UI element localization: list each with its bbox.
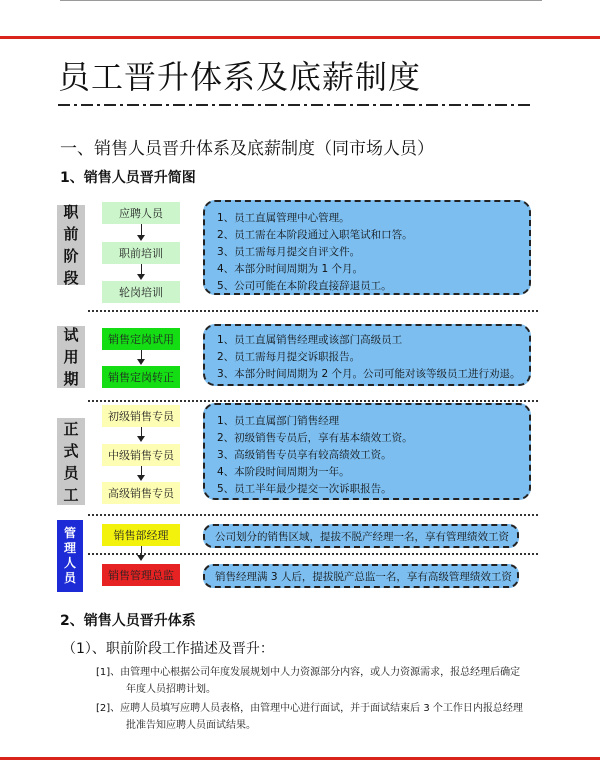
document-title: 员工晋升体系及底薪制度	[58, 58, 422, 96]
top-rule	[60, 0, 542, 1]
header-red-rule	[0, 36, 600, 39]
subheading-promotion-system: 2、销售人员晋升体系	[60, 613, 196, 629]
arrow-down-icon	[137, 359, 145, 365]
stage-divider	[88, 310, 538, 312]
stage-label-formal-employee: 正 式 员 工	[57, 418, 85, 505]
arrow-down-icon	[137, 274, 145, 280]
paragraph-2-line-1: [2]、应聘人员填写应聘人员表格，由管理中心进行面试，并于面试结束后 3 个工作日内报总经理	[96, 703, 523, 714]
stage-label-pre-employment: 职 前 阶 段	[57, 205, 85, 285]
stage-divider	[88, 400, 538, 402]
step-confirmed-position: 销售定岗转正	[102, 366, 180, 388]
arrow-down-icon	[137, 475, 145, 481]
arrow-down-icon	[137, 436, 145, 442]
note-box-formal-employee: 1、员工直属部门销售经理 2、初级销售专员后，享有基本绩效工资。 3、高级销售专员享有较高绩效工资。 4、本阶段时间周期为一年。 5、员工半年最少提交一次诉职报告。	[203, 403, 531, 500]
connector	[141, 224, 142, 235]
arrow-down-icon	[137, 235, 145, 241]
stage-divider	[88, 553, 538, 555]
note-box-sales-manager: 公司划分的销售区域，提拔不脱产经理一名，享有管理绩效工资	[203, 524, 519, 548]
step-sales-director: 销售管理总监	[102, 564, 180, 586]
step-trial-position: 销售定岗试用	[102, 328, 180, 350]
stage-label-probation: 试 用 期	[57, 326, 85, 388]
section-heading-1: 一、销售人员晋升体系及底薪制度（同市场人员）	[60, 139, 434, 159]
paragraph-2-line-2: 批准告知应聘人员面试结果。	[126, 720, 256, 731]
subheading-pre-employment: （1）、职前阶段工作描述及晋升：	[62, 641, 274, 657]
note-box-probation: 1、员工直属销售经理或该部门高级员工 2、员工需每月提交诉职报告。 3、本部分时间周期为 2 个月。公司可能对该等级员工进行劝退。	[203, 324, 531, 386]
step-senior-sales: 高级销售专员	[102, 482, 180, 504]
stage-label-management: 管 理 人 员	[57, 520, 83, 592]
step-intermediate-sales: 中级销售专员	[102, 444, 180, 466]
step-applicant: 应聘人员	[102, 202, 180, 224]
paragraph-1-line-2: 年度人员招聘计划。	[126, 684, 216, 695]
footer-red-rule	[0, 757, 600, 760]
arrow-down-icon	[137, 555, 145, 561]
step-sales-manager: 销售部经理	[102, 524, 180, 546]
subheading-promotion-chart: 1、销售人员晋升简图	[60, 170, 196, 186]
stage-divider	[88, 514, 538, 516]
paragraph-1-line-1: [1]、由管理中心根据公司年度发展规划中人力资源部分内容，或人力资源需求，报总经理后确定	[96, 667, 521, 678]
title-underline	[58, 104, 532, 106]
note-box-pre-employment: 1、员工直属管理中心管理。 2、员工需在本阶段通过入职笔试和口答。 3、员工需每月提交自评文件。 4、本部分时间周期为 1 个月。 5、公司可能在本阶段直接辞退员工。	[203, 200, 531, 295]
step-junior-sales: 初级销售专员	[102, 405, 180, 427]
step-pre-training: 职前培训	[102, 242, 180, 264]
note-box-sales-director: 销售经理满 3 人后，提拔脱产总监一名，享有高级管理绩效工资	[203, 564, 519, 588]
step-rotation-training: 轮岗培训	[102, 281, 180, 303]
